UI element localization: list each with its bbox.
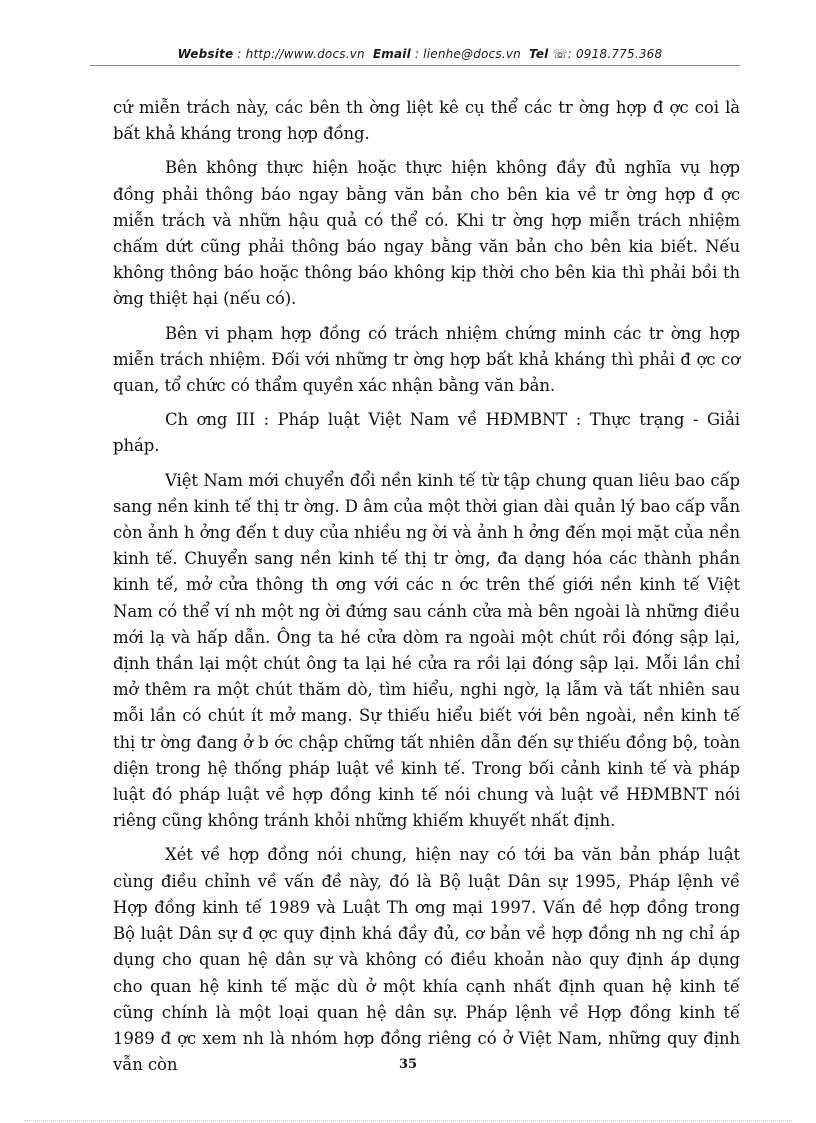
paragraph: cứ miễn trách này, các bên th ờng liệt kê cụ thể các tr ờng hợp đ ợc coi là bất khả kháng trong hợp đồng. <box>113 98 740 144</box>
tel-value: : 0918.775.368 <box>567 47 663 61</box>
email-value: : lienhe@docs.vn <box>414 47 521 61</box>
header-divider <box>90 65 740 66</box>
page-header <box>100 47 740 61</box>
paragraph: Việt Nam mới chuyển đổi nền kinh tế từ tập chung quan liêu bao cấp sang nền kinh tế thị tr ờng. D âm của một thời gian dài quản lý bao cấp vẫn còn ảnh h ởng đến t duy của nhiều ng ời và ảnh h ởng đến mọi mặt của nền kinh tế. Chuyển sang nền kinh tế thị tr ờng, đa dạng hóa các thành phần kinh tế, mở cửa thông th ơng với các n ớc trên thế giới nền kinh tế Việt Nam có thể ví nh một ng ời đứng sau cánh cửa mà bên ngoài là những điều mới lạ và hấp dẫn. Ông ta hé cửa dòm ra ngoài một chút rồi đóng sập lại, định thần lại một chút ông ta lại hé cửa ra rồi lại đóng sập lại. Mỗi lần chỉ mở thêm ra một chút thăm dò, tìm hiểu, nghi ngờ, lạ lẫm và tất nhiên sau mỗi lần có chút ít mở mang. Sự thiếu hiểu biết với bên ngoài, nền kinh tế thị tr ờng đang ở b ớc chập chững tất nhiên dẫn đến sự thiếu đồng bộ, toàn diện trong hệ thống pháp luật về kinh tế. Trong bối cảnh kinh tế và pháp luật đó pháp luật về hợp đồng kinh tế nói chung và luật về HĐMBNT nói riêng cũng không tránh khỏi những khiếm khuyết nhất định. <box>113 470 740 831</box>
page-number: 35 <box>398 1057 418 1072</box>
phone-icon: ☏ <box>552 47 568 61</box>
paragraph: Xét về hợp đồng nói chung, hiện nay có tới ba văn bản pháp luật cùng điều chỉnh về vấn đề này, đó là Bộ luật Dân sự 1995, Pháp lệnh về Hợp đồng kinh tế 1989 và Luật Th ơng mại 1997. Vấn đề hợp đồng trong Bộ luật Dân sự đ ợc quy định khá đầy đủ, cơ bản về hợp đồng nh ng chỉ áp dụng cho quan hệ dân sự và không có điều khoản nào quy định áp dụng cho quan hệ kinh tế mặc dù ở một khía cạnh nhất định quan hệ kinh tế cũng chính là một loại quan hệ dân sự. Pháp lệnh về Hợp đồng kinh tế 1989 đ ợc xem nh là nhóm hợp đồng riêng có ở Việt Nam, những quy định vẫn còn <box>113 845 740 1075</box>
paragraph: Bên vi phạm hợp đồng có trách nhiệm chứng minh các tr ờng hợp miễn trách nhiệm. Đối với những tr ờng hợp bất khả kháng thì phải đ ợc cơ quan, tổ chức có thẩm quyền xác nhận bằng văn bản. <box>113 323 740 396</box>
tel-label: Tel <box>528 47 549 61</box>
chapter-heading: Ch ơng III : Pháp luật Việt Nam về HĐMBNT : Thực trạng - Giải pháp. <box>113 410 740 456</box>
website-value: : http://www.docs.vn <box>237 47 365 61</box>
website-label: Website <box>177 47 234 61</box>
body-text <box>113 95 740 1086</box>
email-label: Email <box>372 47 411 61</box>
paragraph: Bên không thực hiện hoặc thực hiện không đầy đủ nghĩa vụ hợp đồng phải thông báo ngay bằng văn bản cho bên kia về tr ờng hợp đ ợc miễn trách và nhữn hậu quả có thể có. Khi tr ờng hợp miễn trách nhiệm chấm dứt cũng phải thông báo ngay bằng văn bản cho bên kia biết. Nếu không thông báo hoặc thông báo không kịp thời cho bên kia thì phải bồi th ờng thiệt hại (nếu có). <box>113 158 740 309</box>
footer-divider <box>24 1120 792 1121</box>
